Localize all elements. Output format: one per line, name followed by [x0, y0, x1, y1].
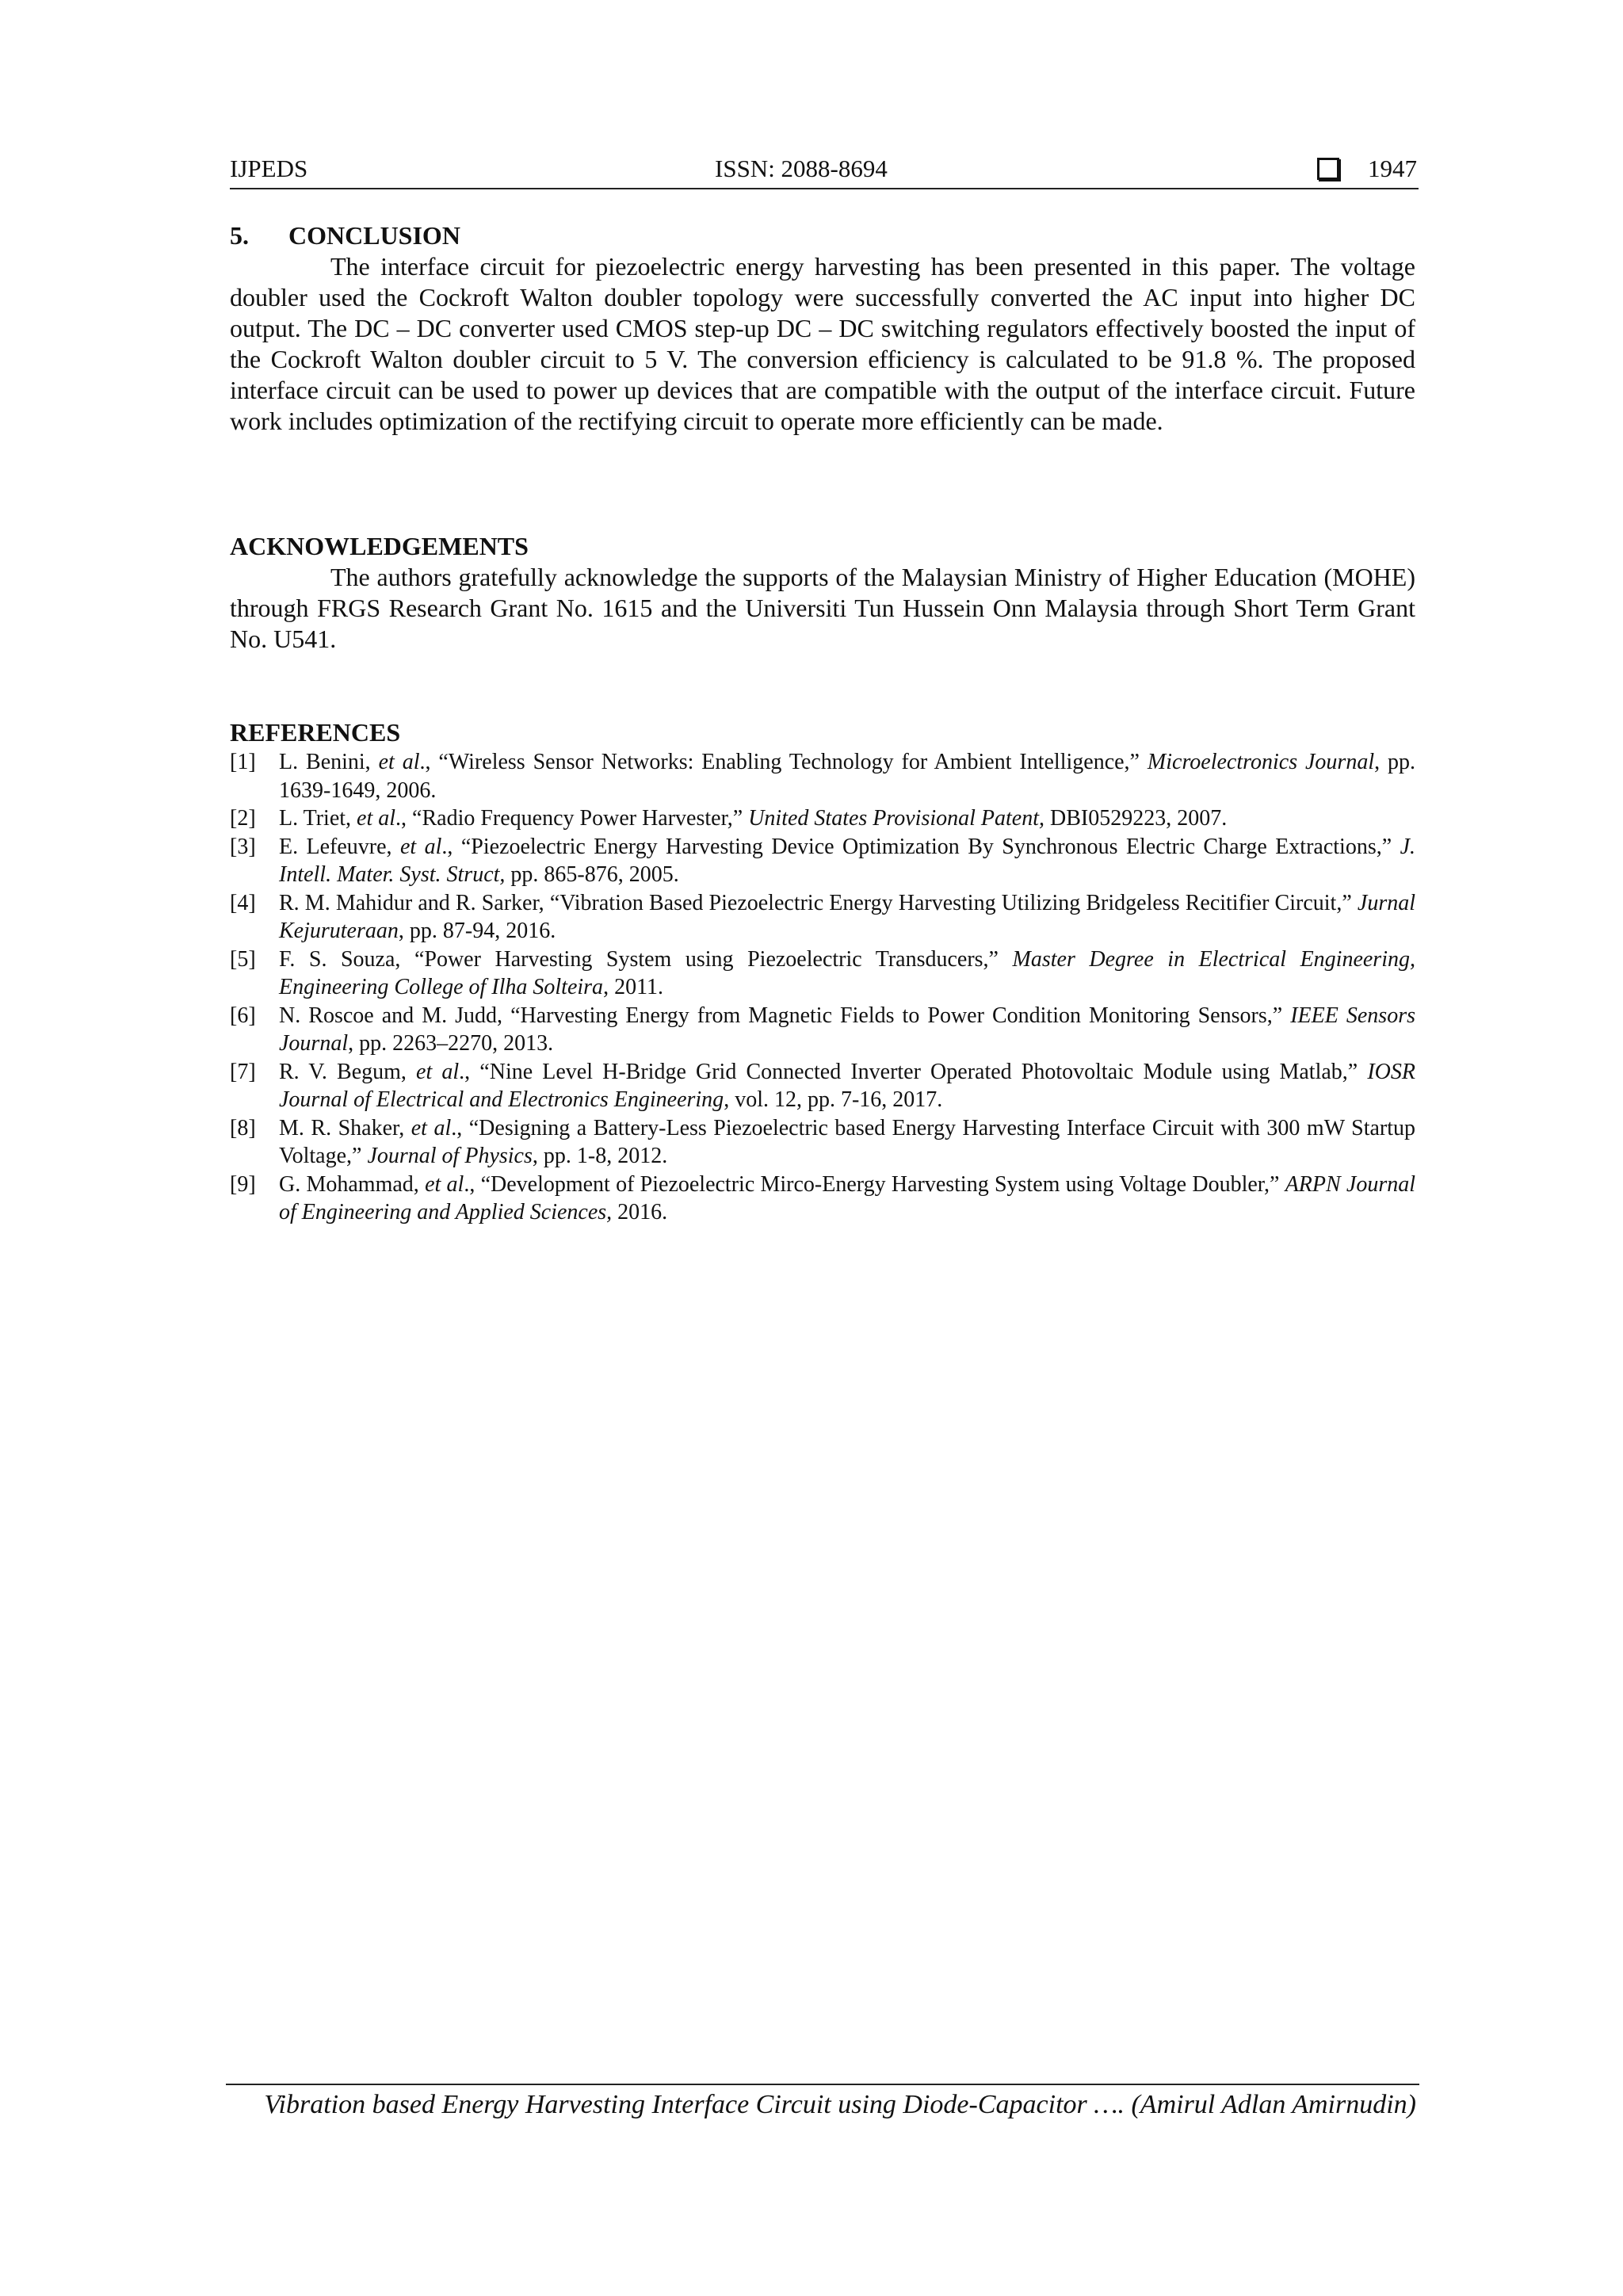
- reference-number: [2]: [230, 806, 256, 831]
- journal-name: IJPEDS: [230, 155, 308, 182]
- reference-item: [1] L. Benini, et al., “Wireless Sensor Networks: Enabling Technology for Ambient Intelligence,” Microelectronics Journal, pp. 1639-1649, 2006.: [230, 750, 1416, 803]
- reference-number: [7]: [230, 1059, 256, 1084]
- reference-item: [7] R. V. Begum, et al., “Nine Level H-Bridge Grid Connected Inverter Operated Photovoltaic Module using Matlab,” IOSR Journal of Electrical and Electronics Engineering, vol. 12, pp. 7-16, 2017.: [230, 1059, 1416, 1112]
- page-header: [230, 153, 1419, 189]
- reference-number: [6]: [230, 1003, 256, 1028]
- reference-number: [8]: [230, 1115, 256, 1140]
- conclusion-section: [230, 220, 1415, 437]
- page-number: 1947: [1368, 155, 1417, 182]
- reference-item: [2] L. Triet, et al., “Radio Frequency Power Harvester,” United States Provisional Patent, DBI0529223, 2007.: [230, 804, 1415, 833]
- reference-number: [5]: [230, 946, 256, 972]
- section-heading: REFERENCES: [230, 718, 401, 747]
- conclusion-paragraph: The interface circuit for piezoelectric energy harvesting has been presented in this paper. The voltage doubler used the Cockroft Walton doubler topology were successfully converted the AC input into higher DC output. The DC – DC converter used CMOS step-up DC – DC switching regulators effectively boosted the input of the Cockroft Walton doubler circuit to 5 V. The conversion efficiency is calculated to be 91.8 %. The proposed interface circuit can be used to power up devices that are compatible with the output of the interface circuit. Future work includes optimization of the rectifying circuit to operate more efficiently can be made.: [230, 252, 1415, 435]
- acknowledgements-section: [230, 531, 1415, 655]
- reference-number: [4]: [230, 890, 256, 915]
- reference-number: [1]: [230, 750, 256, 774]
- acknowledgements-paragraph: The authors gratefully acknowledge the supports of the Malaysian Ministry of Higher Education (MOHE) through FRGS Research Grant No. 1615 and the Universiti Tun Hussein Onn Malaysia through Short Term Grant No. U541.: [230, 563, 1415, 653]
- reference-list: [230, 748, 1415, 1227]
- reference-item: [8] M. R. Shaker, et al., “Designing a Battery-Less Piezoelectric based Energy Harvesting Interface Circuit with 300 mW Startup Voltage,” Journal of Physics, pp. 1-8, 2012.: [230, 1115, 1416, 1168]
- square-bullet-icon: [1317, 158, 1339, 180]
- references-section: [230, 717, 1415, 1227]
- reference-number: [3]: [230, 834, 256, 859]
- reference-item: [6] N. Roscoe and M. Judd, “Harvesting Energy from Magnetic Fields to Power Condition Monitoring Sensors,” IEEE Sensors Journal, pp. 2263–2270, 2013.: [230, 1003, 1415, 1056]
- page-number-group: [1317, 155, 1417, 183]
- reference-number: [9]: [230, 1171, 256, 1197]
- running-footer-title: Vibration based Energy Harvesting Interface Circuit using Diode-Capacitor …. (Amirul Adlan Amirnudin): [264, 2090, 1416, 2119]
- reference-item: [5] F. S. Souza, “Power Harvesting System using Piezoelectric Transducers,” Master Degree in Electrical Engineering, Engineering College of Ilha Solteira, 2011.: [230, 946, 1415, 999]
- reference-item: [9] G. Mohammad, et al., “Development of Piezoelectric Mirco-Energy Harvesting System using Voltage Doubler,” ARPN Journal of Engineering and Applied Sciences, 2016.: [230, 1171, 1416, 1224]
- section-number: 5.: [230, 221, 249, 250]
- issn: ISSN: 2088-8694: [715, 155, 888, 182]
- section-title: CONCLUSION: [288, 221, 460, 250]
- section-heading: [230, 220, 1415, 251]
- reference-item: [3] E. Lefeuvre, et al., “Piezoelectric Energy Harvesting Device Optimization By Synchronous Electric Charge Extractions,” J. Intell. Mater. Syst. Struct, pp. 865-876, 2005.: [230, 834, 1416, 887]
- section-heading: ACKNOWLEDGEMENTS: [230, 532, 529, 560]
- reference-item: [4] R. M. Mahidur and R. Sarker, “Vibration Based Piezoelectric Energy Harvesting Utilizing Bridgeless Recitifier Circuit,” Jurnal Kejuruteraan, pp. 87-94, 2016.: [230, 890, 1415, 943]
- page-footer: [226, 2084, 1419, 2120]
